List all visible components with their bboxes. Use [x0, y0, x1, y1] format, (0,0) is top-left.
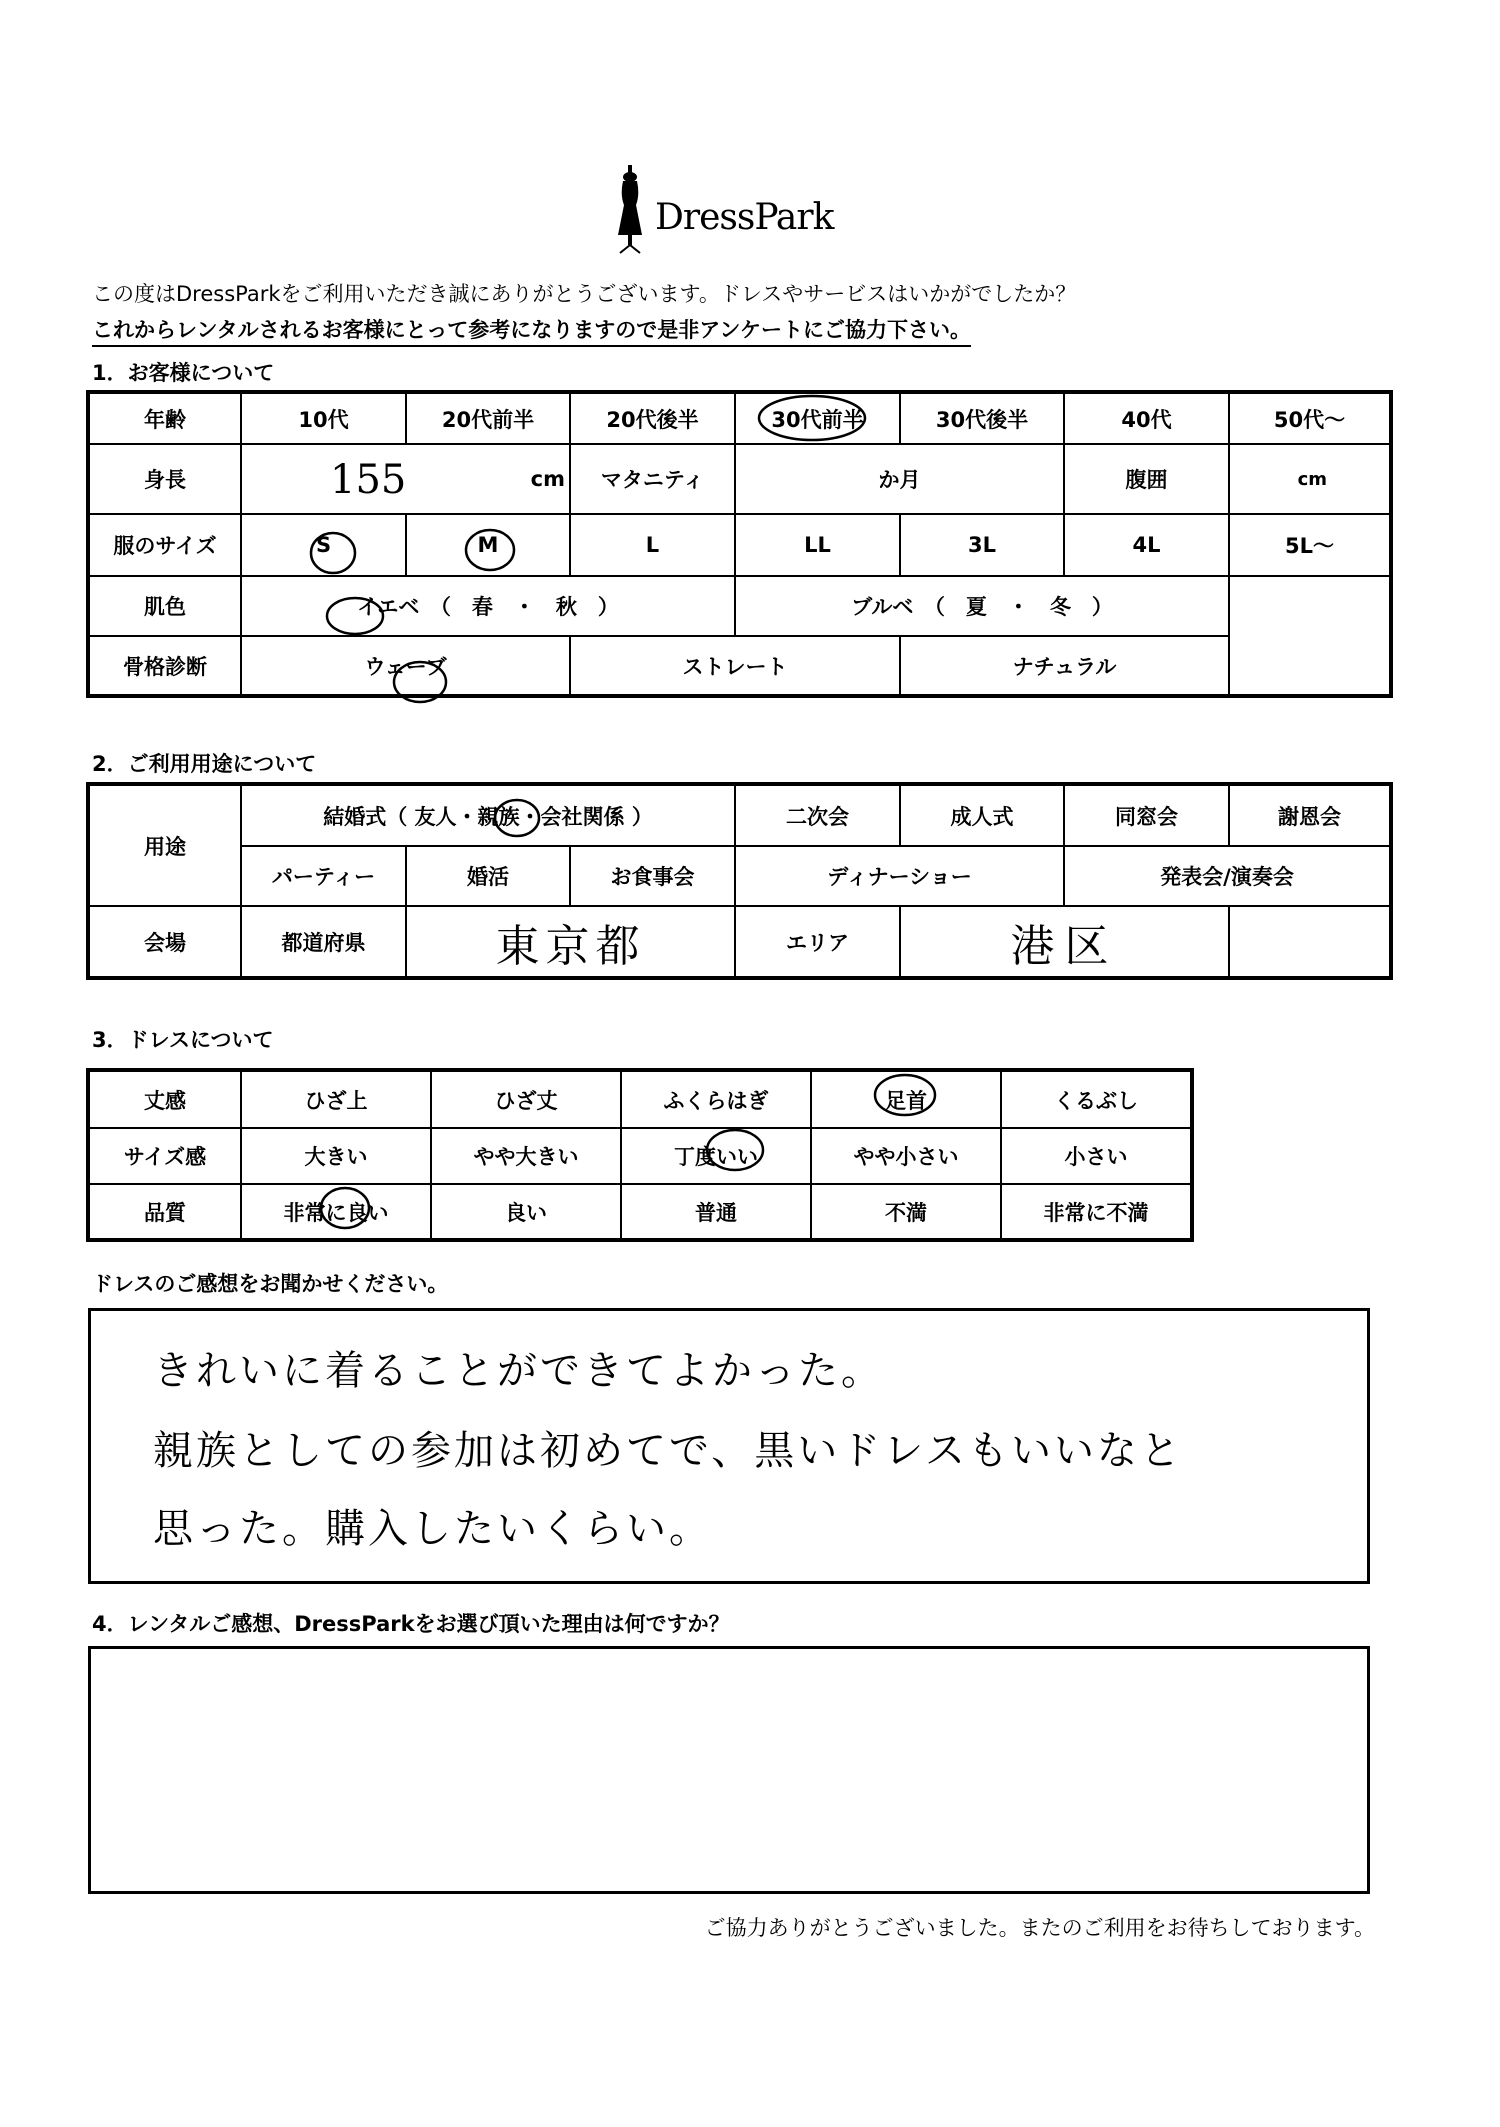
section2-title: 2．ご利用用途について	[92, 752, 317, 776]
length-option-selected[interactable]: 足首	[811, 1070, 1001, 1128]
age-option-selected[interactable]: 30代前半	[735, 392, 900, 444]
skeleton-option[interactable]: ストレート	[570, 636, 900, 696]
age-row	[88, 392, 1391, 444]
height-value: 155	[330, 457, 407, 503]
section1-title: 1．お客様について	[92, 361, 275, 385]
skin-yellow-option[interactable]: イエベ （ 春 ・ 秋 ）	[241, 576, 735, 636]
quality-row	[88, 1184, 1192, 1240]
intro-text: この度はDressParkをご利用いただき誠にありがとうございます。ドレスやサービスはいかがでしたか？	[92, 282, 1077, 306]
age-option[interactable]: 20代後半	[570, 392, 735, 444]
waist-label: 腹囲	[1064, 444, 1229, 514]
empty-cell	[1229, 906, 1391, 978]
prefecture-label: 都道府県	[241, 906, 406, 978]
skeleton-option[interactable]: ナチュラル	[900, 636, 1229, 696]
purpose-label: 用途	[88, 784, 241, 906]
fit-row	[88, 1128, 1192, 1184]
intro-request: これからレンタルされるお客様にとって参考になりますので是非アンケートにご協力下さい。	[92, 314, 971, 347]
quality-option-selected[interactable]: 非常に良い	[241, 1184, 431, 1240]
comment-line: きれいに着ることができてよかった。	[153, 1348, 884, 1394]
comment-line: 思った。購入したいくらい。	[153, 1506, 712, 1552]
length-option[interactable]: ふくらはぎ	[621, 1070, 811, 1128]
skeleton-option-selected[interactable]: ウェーブ	[241, 636, 570, 696]
size-option[interactable]: 4L	[1064, 514, 1229, 576]
skin-row	[88, 576, 1391, 636]
size-option[interactable]: LL	[735, 514, 900, 576]
customer-table	[86, 390, 1393, 698]
prefecture-value: 東京都	[495, 920, 646, 972]
purpose-option[interactable]: 発表会/演奏会	[1064, 846, 1391, 906]
age-option[interactable]: 30代後半	[900, 392, 1064, 444]
dress-form-icon	[610, 165, 650, 255]
age-option[interactable]: 40代	[1064, 392, 1229, 444]
purpose-table	[86, 782, 1393, 980]
area-label: エリア	[735, 906, 900, 978]
purpose-option[interactable]: 謝恩会	[1229, 784, 1391, 846]
length-option[interactable]: ひざ上	[241, 1070, 431, 1128]
purpose-option[interactable]: 成人式	[900, 784, 1064, 846]
quality-option[interactable]: 良い	[431, 1184, 621, 1240]
comment-line: 親族としての参加は初めてで、黒いドレスもいいなと	[153, 1428, 1183, 1474]
height-row	[88, 444, 1391, 514]
section4-title: 4．レンタルご感想、DressParkをお選び頂いた理由は何ですか？	[92, 1612, 730, 1636]
quality-option[interactable]: 普通	[621, 1184, 811, 1240]
fit-option[interactable]: やや小さい	[811, 1128, 1001, 1184]
age-option[interactable]: 20代前半	[406, 392, 570, 444]
purpose-option[interactable]: パーティー	[241, 846, 406, 906]
size-option[interactable]: 3L	[900, 514, 1064, 576]
purpose-option[interactable]: 婚活	[406, 846, 570, 906]
skin-label: 肌色	[88, 576, 241, 636]
length-label: 丈感	[88, 1070, 241, 1128]
fit-label: サイズ感	[88, 1128, 241, 1184]
purpose-option[interactable]: ディナーショー	[735, 846, 1064, 906]
purpose-option[interactable]: お食事会	[570, 846, 735, 906]
dress-table	[86, 1068, 1194, 1242]
length-row	[88, 1070, 1192, 1128]
quality-label: 品質	[88, 1184, 241, 1240]
length-option[interactable]: ひざ丈	[431, 1070, 621, 1128]
area-field[interactable]	[900, 906, 1229, 978]
age-option[interactable]: 10代	[241, 392, 406, 444]
size-label: 服のサイズ	[88, 514, 241, 576]
purpose-option-wedding[interactable]: 結婚式（ 友人・親族・会社関係 ）	[241, 784, 735, 846]
skeleton-row	[88, 636, 1391, 696]
height-unit: cm	[530, 467, 565, 491]
area-value: 港区	[1010, 920, 1119, 972]
comment-box[interactable]	[88, 1308, 1370, 1584]
height-label: 身長	[88, 444, 241, 514]
purpose-option[interactable]: 同窓会	[1064, 784, 1229, 846]
age-label: 年齢	[88, 392, 241, 444]
brand-name: DressPark	[655, 197, 834, 238]
height-field[interactable]	[241, 444, 570, 514]
waist-unit[interactable]: cm	[1229, 444, 1391, 514]
section3-title: 3．ドレスについて	[92, 1028, 274, 1052]
quality-option[interactable]: 非常に不満	[1001, 1184, 1192, 1240]
empty-cell	[1229, 576, 1391, 636]
size-row	[88, 514, 1391, 576]
fit-option[interactable]: 小さい	[1001, 1128, 1192, 1184]
fit-option[interactable]: やや大きい	[431, 1128, 621, 1184]
reason-box[interactable]	[88, 1646, 1370, 1894]
purpose-row-2	[88, 846, 1391, 906]
length-option[interactable]: くるぶし	[1001, 1070, 1192, 1128]
fit-option[interactable]: 大きい	[241, 1128, 431, 1184]
maternity-months[interactable]: か月	[735, 444, 1064, 514]
maternity-label: マタニティ	[570, 444, 735, 514]
size-option[interactable]: 5L〜	[1229, 514, 1391, 576]
comment-prompt: ドレスのご感想をお聞かせください。	[92, 1272, 449, 1296]
size-option-selected[interactable]: M	[406, 514, 570, 576]
skeleton-label: 骨格診断	[88, 636, 241, 696]
empty-cell	[1229, 636, 1391, 696]
size-option-selected[interactable]: S	[241, 514, 406, 576]
footer-thanks: ご協力ありがとうございました。またのご利用をお待ちしております。	[704, 1916, 1375, 1940]
age-option[interactable]: 50代〜	[1229, 392, 1391, 444]
purpose-option[interactable]: 二次会	[735, 784, 900, 846]
dresspark-logo	[600, 165, 900, 265]
fit-option-selected[interactable]: 丁度いい	[621, 1128, 811, 1184]
venue-label: 会場	[88, 906, 241, 978]
skin-blue-option[interactable]: ブルベ （ 夏 ・ 冬 ）	[735, 576, 1229, 636]
size-option[interactable]: L	[570, 514, 735, 576]
prefecture-field[interactable]	[406, 906, 735, 978]
quality-option[interactable]: 不満	[811, 1184, 1001, 1240]
venue-row	[88, 906, 1391, 978]
purpose-row-1	[88, 784, 1391, 846]
